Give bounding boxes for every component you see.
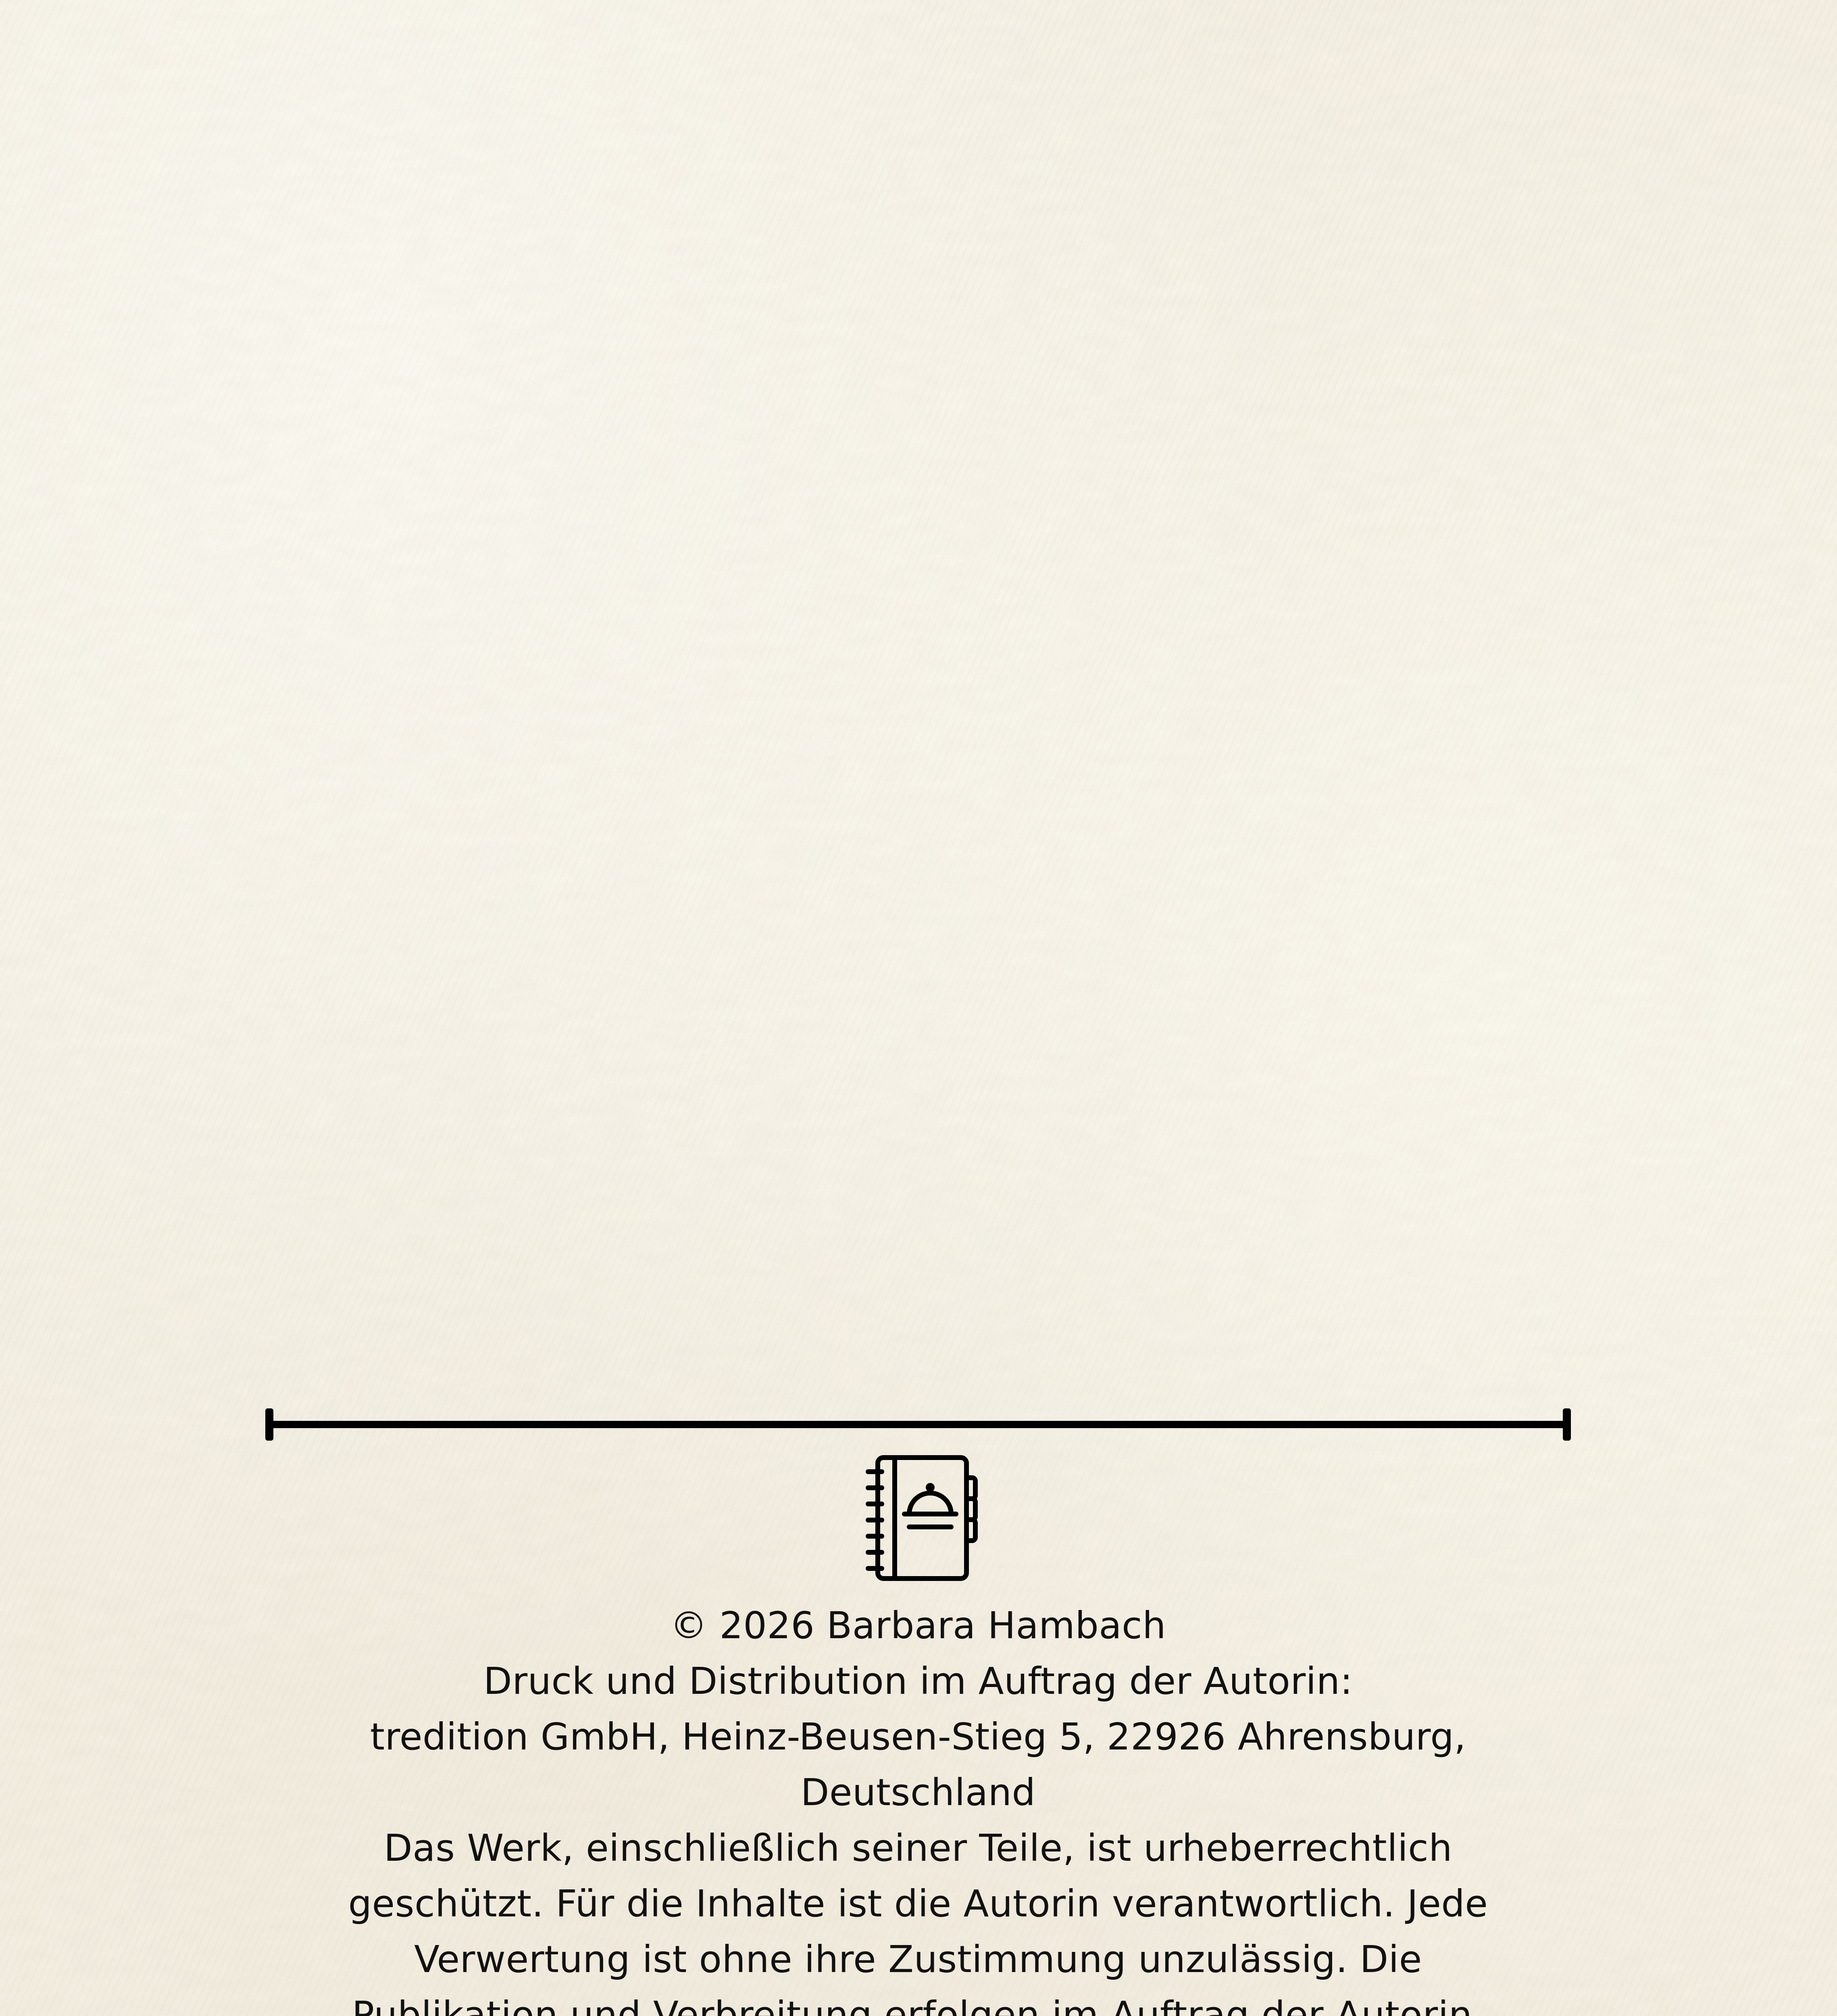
notice-line: Das Werk, einschließlich seiner Teile, ist urheberrechtlich xyxy=(265,1820,1571,1876)
publisher-country-line: Deutschland xyxy=(265,1765,1571,1820)
print-heading: Druck und Distribution im Auftrag der Autorin: xyxy=(265,1654,1571,1709)
notice-line: geschützt. Für die Inhalte ist die Autorin verantwortlich. Jede xyxy=(265,1876,1571,1932)
notice-line: Publikation und Verbreitung erfolgen im Auftrag der Autorin, xyxy=(265,1987,1571,2016)
publisher-address-line: tredition GmbH, Heinz-Beusen-Stieg 5, 22926 Ahrensburg, xyxy=(265,1709,1571,1765)
copyright-line: © 2026 Barbara Hambach xyxy=(265,1598,1571,1654)
notice-line: Verwertung ist ohne ihre Zustimmung unzulässig. Die xyxy=(265,1932,1571,1987)
